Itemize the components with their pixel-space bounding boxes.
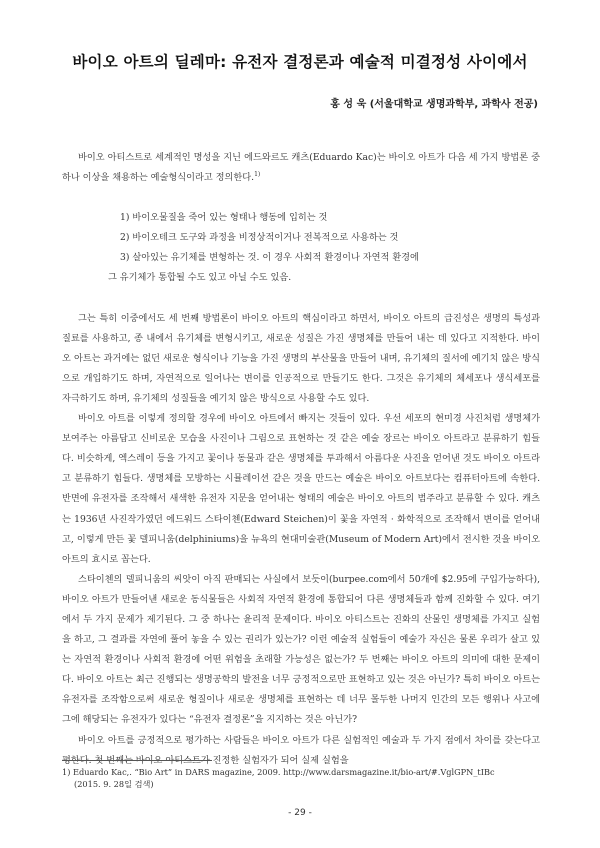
- body-paragraph: 바이오 아트를 긍정적으로 평가하는 사람들은 바이오 아트가 다른 실험적인 예술과 두 가지 점에서 차이를 갖는다고 평한다. 첫 번째는 바이오 아티스트가 진정한 실험자가 되어 실제 실험을: [62, 734, 540, 766]
- page-number: - 29 -: [288, 808, 312, 818]
- footnote-mark: 1): [254, 171, 261, 179]
- body-paragraph: 그는 특히 이중에서도 세 번째 방법론이 바이오 아트의 핵심이라고 하면서, 바이오 아트의 급진성은 생명의 특성과 질료를 사용하고, 종 내에서 유기체를 변형시키고, 새로운 성질은 가진 생명체를 만들어 내는 데 있다고 지적한다. 바이오 아트는 과거에는 없던 새로운 형식이나 기능을 가진 생명의 부산물을 만들어 내며, 유기체의 질서에 예기치 않은 방식으로 개입하기도 하며, 자연적으로 일어나는 변이를 인공적으로 만들기도 한다. 그것은 유기체의 체세포나 생식세포를 자극하기도 하며, 유기체의 성질들을 예기치 않은 방식으로 사용할 수도 있다.: [62, 312, 540, 404]
- footnote: [62, 766, 540, 790]
- method-list: [62, 208, 540, 288]
- footnote-line: (2015. 9. 28일 검색): [74, 779, 154, 789]
- list-item-continuation: 그 유기체가 통합될 수도 있고 아닐 수도 있음.: [108, 272, 292, 284]
- footnote-line: 1) Eduardo Kac,. “Bio Art” in DARS magazine, 2009. http://www.darsmagazine.it/bio-art/#.VglGPN_tIBc: [62, 767, 495, 777]
- list-item: 1) 바이오물질을 죽어 있는 형태나 행동에 입히는 것: [120, 212, 328, 224]
- page-title: 바이오 아트의 딜레마: 유전자 결정론과 예술적 미결정성 사이에서: [72, 53, 528, 71]
- author-line: 홍 성 욱 (서울대학교 생명과학부, 과학사 전공): [330, 99, 538, 110]
- footnote-divider: [62, 760, 212, 761]
- body-text: [62, 148, 540, 771]
- intro-text: 바이오 아티스트로 세계적인 명성을 지닌 에드와르도 캐츠(Eduardo Kac)는 바이오 아트가 다음 세 가지 방법론 중 하나 이상을 채용하는 예술형식이라고 정의한다.: [62, 152, 540, 184]
- list-item: 3) 살아있는 유기체를 변형하는 것. 이 경우 사회적 환경이나 자연적 환경에: [120, 252, 419, 264]
- list-item: 2) 바이오테크 도구와 과정을 비정상적이거나 전복적으로 사용하는 것: [120, 232, 399, 244]
- intro-paragraph: [62, 148, 540, 188]
- body-paragraph: 스타이첸의 델피니움의 씨앗이 아직 판매되는 사실에서 보듯이(burpee.com에서 50개에 $2.95에 구입가능하다), 바이오 아트가 만들어낸 새로운 동식물들은 사회적 자연적 환경에 통합되어 다른 생명체들과 함께 진화할 수 있다. 여기에서 두 가지 문제가 제기된다. 그 중 하나는 윤리적 문제이다. 바이오 아티스트는 진화의 산물인 생명체를 가지고 실험을 하고, 그 결과를 자연에 풀어 놓을 수 있는 권리가 있는가? 이런 예술적 실험들이 예술가 자신은 물론 우리가 살고 있는 자연적 환경이나 사회적 환경에 어떤 위험을 초래할 가능성은 없는가? 두 번째는 바이오 아트의 의미에 대한 문제이다. 바이오 아트는 최근 진행되는 생명공학의 발전을 너무 긍정적으로만 표현하고 있는 것은 아닌가? 특히 바이오 아트는 유전자를 조작함으로써 새로운 형질이나 새로운 생명체를 표현하는 데 너무 몰두한 나머지 인간의 모든 행위나 사고에 그에 해당되는 유전자가 있다는 “유전자 결정론”을 지지하는 것은 아닌가?: [62, 573, 540, 726]
- body-paragraph: 바이오 아트를 이렇게 정의할 경우에 바이오 아트에서 빠지는 것들이 있다. 우선 세포의 현미경 사진처럼 생명체가 보여주는 아름답고 신비로운 모습을 사진이나 그림으로 표현하는 것 같은 예술 장르는 바이오 아트라고 분류하기 힘들다. 비슷하게, 엑스레이 등을 가지고 꽃이나 동물과 같은 생명체를 투과해서 아름다운 사진을 얻어낸 것도 바이오 아트라고 분류하기 힘들다. 생명체를 모방하는 시뮬레이션 같은 것을 만드는 예술은 바이오 아트보다는 컴퓨터아트에 속한다. 반면에 유전자를 조작해서 새색한 유전자 지문을 얻어내는 형태의 예술은 바이오 아트의 범주라고 분류할 수 있다. 캐츠는 1936년 사진작가였던 에드워드 스타이첸(Edward Steichen)이 꽃을 자연적 · 화학적으로 조작해서 변이를 얻어내고, 이렇게 만든 꽃 델피니움(delphiniums)을 뉴욕의 현대미술관(Museum of Modern Art)에서 전시한 것을 바이오 아트의 효시로 꼽는다.: [62, 413, 540, 565]
